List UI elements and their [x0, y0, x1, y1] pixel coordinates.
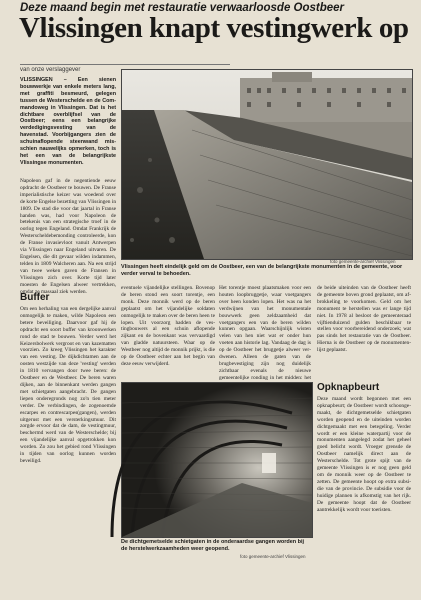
article-column-4b: Deze maand wordt begonnen met een opknapbeurt; de Oostbeer wordt schoongemaakt, de dichtgemetselde schietgaten worden geopend en de uiteinden worden dichtgemaakt met een betegeling. Verder wordt er een kleine waterpartij voor de monumenten aangelegd zodat het geheel goed belicht wordt. Vroeger grensde de Oostbeer namelijk direct aan de Westerschelde. Tot grote spijt van de gemeente Vlissingen is er nog geen geld om de monnik weer op de Oostbeer te zetten. De gemeente hoopt op extra subsidie van de provincie. De subsidie voor de huidige plannen is afkomstig van het rijk. De gemeente hoopt dat de Oostbeer aantrekkelijk wordt voor toeristen.	[317, 396, 411, 513]
divider	[20, 64, 230, 65]
photo-credit-1: foto gemeente-archief Vlissingen	[330, 259, 396, 264]
article-column-1b: Om een herhaling van een dergelijke aanval onmogelijk te maken, wilde Napoleon een betere beveiliging. Daarvoor gaf hij de opdracht een soort buffer van kroonwerken rond de stad te bouwen. Verder werd het Keizersbolwerk vergroot en van kazematten voorzien. Zo kreeg Vlissingen het karakter van een vesting. De dijkdichtamen aan de oosten westzijde van deze 'vesting' werden in 1810 vervangen door twee beren: de Oostbeer en de Westbeer. De beren waren dijken, aan de binnenkant werden gangen met schietgaten aangebracht. De gangen liepen onderegronds nog zo'n tien meter verder. De verbindingen, de zogenoemde escarpes en contrescarpes(gangen), werden uitgerust met een versterkingsmuur. Dit zorgde ervoor dat de dam, de vestingmuur, beschermd werd van de Westerschelde; bij een vijandelijke aanval opgetrokken kon worden. Zo zou het gebied rond Vlissingen in tijden van oorlog kunnen worden beveiligd.	[20, 306, 116, 464]
byline: van onze verslaggever	[20, 67, 81, 73]
lead-paragraph: VLISSINGEN – Een sienen bouwwerkje van enkele meters lang, met graffiti besmeurd, gelegen tussen de Westerschelde en de Commandoweg in Vlissingen. Dat is het dichtbare overblijfsel van de Oostbeer; eens een belangrijke verdedigingsvesting van de havenstad. Voorbijgangers zien de schuinaflopende steenwand misschien nauwelijks opmerken, toch is het een van de belangrijkste Vlissingse monumenten.	[20, 77, 116, 166]
article-column-4: de beide uiteinden van de Oostbeer heeft de gemeente boven grond geplaatst, om afbrokkeling te voorkomen. Geld om het monument te herstellen was er lange tijd niet. In 1978 al besloot de gemeenteraad vijftienduizend gulden beschikbaar te stellen voor voorbereidend onderzoek; wat pas sinds het restauratie van de Oostbeer. Hierna is de Oostbeer op de monumentenlijst geplaatst.	[317, 285, 411, 354]
photo-oostbeer-wall	[121, 69, 413, 260]
photo-caption-2: De dichtgemetselde schietgaten in de onderaardse gangen worden bij de herstelwerkzaamheden weer geopend.	[121, 539, 305, 552]
article-column-1: Napoleon gaf in de negentiende eeuw opdracht de Oostbeer te bouwen. De Franse imperialistische keizer was woedend over de korte Engelse bezetting van Vlissingen in 1809. De stad die voor dat jaartal in Franse handen was, had voor Napoleon de betekenis van een strategische troef in de oorlog tegen Engeland. Omdat Frankrijk de Westerscheldebemonding controleerde, kon de Franse invasievloot vanuit Antwerpen via Vlissingen naar Engeland uitvaren. De Engelsen, die dit gevaar wilden indammen, telden in 1809 Walcheren aan. Na een strijd van twee weken gaven de Fransen in Vlissingen zich over. Korte tijd later moesten de Engelsen alweer vertrekken, omdat ze massaal ziek werden.	[20, 178, 117, 295]
kicker: Deze maand begin met restauratie verwaarloosde Oostbeer	[20, 2, 345, 14]
subhead-buffer: Buffer	[20, 292, 50, 303]
photo-tunnel	[121, 382, 313, 538]
subhead-opknapbeurt: Opknapbeurt	[317, 382, 380, 393]
article-column-3: Het torentje moest plaatsmaken voor een houten loopbruggetje, waar voetgangers over heen konden lopen. Het was na het verdwijnen van het monumentale bouwwerk geen zeldzaamheid dat voetgangers een van de beren wilden kunnen opgaan. Waarschijnlijk wisten velen van hen niet wat er onder hun voeten aan historie lag. Vandaag de dag is op de Oostbeer het bruggetje alweer verdwenen. Alleen de gaten van de brugbevestiging zijn nog duidelijk zichtbaar evenals de nieuwe gemeentelijke ronding in het midden: het	[219, 285, 311, 381]
photo-tunnel-image	[122, 383, 312, 537]
article-column-2: eventuele vijandelijke stellingen. Bovenop de beren stond een soort torentje, een monk. Deze monnik werd op de beren geplaatst om het vijandelijke soldaten onmogelijk te maken over de beren heen te lopen. Uit voorzorg hadden de vestingbouwers al een schuin aflopende zijkant en de bovenkant was vervaardigd van gladde natuursteen. Waar op de Westbeer nog altijd de monnik prijkt, is die op de Oostbeer echter aan het begin van deze eeuw verwijderd.	[121, 285, 215, 367]
photo-oostbeer-wall-image	[122, 70, 412, 259]
photo-caption-1: Vlissingen heeft eindelijk geld om de Oostbeer, een van de belangrijkste monumenten in de gemeente, voor verder verval te behoeden.	[121, 264, 403, 277]
photo-credit-2: foto gemeente-archief Vlissingen	[240, 554, 306, 559]
headline: Vlissingen knapt vestingwerk op	[19, 12, 409, 44]
